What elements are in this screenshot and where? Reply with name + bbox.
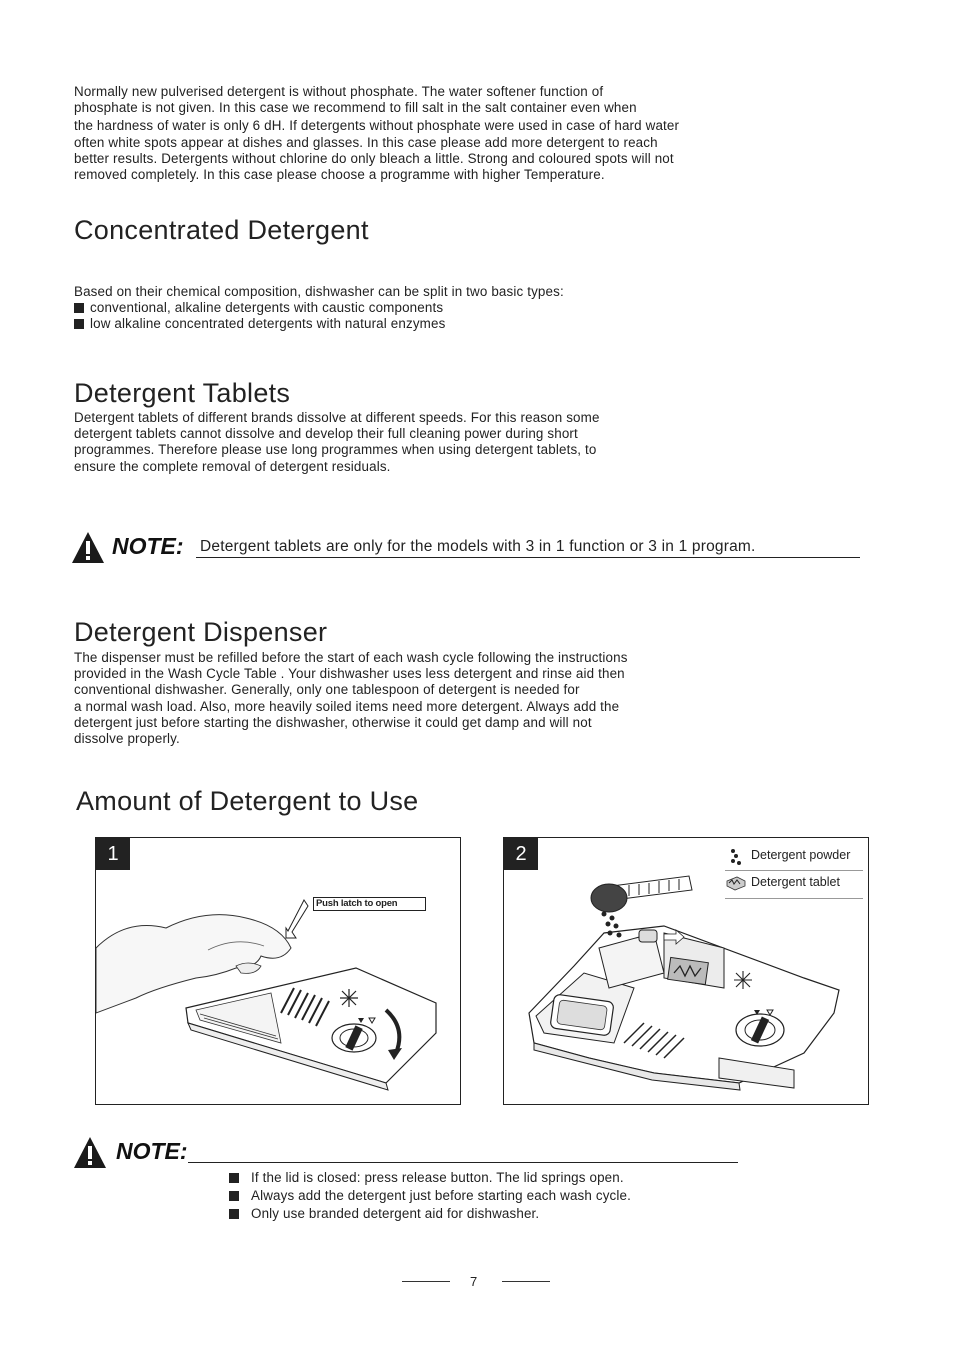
footer-rule-left [402, 1281, 450, 1282]
bullet-square-icon [229, 1209, 239, 1219]
legend-item: Detergent powder [725, 844, 863, 871]
bullet-square-icon [74, 303, 84, 313]
note-text: Detergent tablets are only for the models with 3 in 1 function or 3 in 1 program. [200, 538, 756, 555]
bullet-square-icon [229, 1173, 239, 1183]
warning-icon [73, 1136, 107, 1169]
intro-paragraph [74, 84, 679, 183]
list-item: Always add the detergent just before starting each wash cycle. [229, 1187, 631, 1204]
note-list [229, 1169, 631, 1222]
dispenser-line: provided in the Wash Cycle Table . Your dishwasher uses less detergent and rinse aid then [74, 666, 625, 682]
dispenser-line: conventional dishwasher. Generally, only one tablespoon of detergent is needed for [74, 682, 580, 698]
list-item: conventional, alkaline detergents with caustic components [74, 300, 564, 316]
dispenser-paragraph [74, 650, 628, 747]
tablets-line: ensure the complete removal of detergent residuals. [74, 458, 391, 474]
tablets-paragraph [74, 410, 600, 475]
intro-line: the hardness of water is only 6 dH. If detergents without phosphate were used in case of hard water [74, 118, 680, 134]
intro-line: Normally new pulverised detergent is without phosphate. The water softener function of [74, 84, 604, 99]
tablets-line: Detergent tablets of different brands dissolve at different speeds. For this reason some [74, 410, 600, 425]
bullet-square-icon [74, 319, 84, 329]
amount-heading: Amount of Detergent to Use [76, 786, 419, 816]
intro-line: often white spots appear at dishes and glasses. In this case please add more detergent to reach [74, 134, 658, 150]
legend-item: Detergent tablet [725, 871, 863, 899]
dispenser-line: a normal wash load. Also, more heavily soiled items need more detergent. Always add the [74, 698, 620, 714]
list-item: If the lid is closed: press release button. The lid springs open. [229, 1169, 631, 1186]
bullet-square-icon [229, 1191, 239, 1201]
concentrated-heading: Concentrated Detergent [74, 215, 369, 245]
concentrated-intro: Based on their chemical composition, dishwasher can be split in two basic types: [74, 284, 564, 299]
list-item: Only use branded detergent aid for dishwasher. [229, 1205, 631, 1222]
figure-number: 2 [504, 838, 538, 870]
push-latch-callout: Push latch to open [313, 897, 426, 911]
concentrated-paragraph [74, 284, 564, 333]
dispenser-line: The dispenser must be refilled before the start of each wash cycle following the instructions [74, 650, 628, 665]
note-label: NOTE: [112, 533, 184, 559]
intro-line: phosphate is not given. In this case we recommend to fill salt in the salt container even when [74, 100, 637, 116]
page-number: 7 [470, 1274, 478, 1289]
dispenser-line: detergent just before starting the dishwasher, otherwise it could get damp and will not [74, 714, 592, 730]
hand-opening-dispenser-illustration [96, 838, 460, 1104]
dispenser-heading: Detergent Dispenser [74, 617, 328, 647]
figure-2 [503, 837, 869, 1105]
tablets-heading: Detergent Tablets [74, 378, 291, 408]
tablets-line: detergent tablets cannot dissolve and develop their full cleaning power during short [74, 426, 578, 442]
footer-rule-right [502, 1281, 550, 1282]
intro-line: removed completely. In this case please choose a programme with higher Temperature. [74, 167, 605, 183]
note-underline [188, 1162, 738, 1163]
note-label: NOTE: [116, 1138, 188, 1164]
note-underline [196, 557, 860, 558]
figure-1 [95, 837, 461, 1105]
list-item: low alkaline concentrated detergents with natural enzymes [74, 316, 564, 332]
intro-line: better results. Detergents without chlorine do only bleach a little. Strong and coloured spots will not [74, 150, 674, 166]
warning-icon [71, 531, 105, 564]
tablets-line: programmes. Therefore please use long programmes when using detergent tablets, to [74, 442, 597, 458]
dispenser-line: dissolve properly. [74, 731, 180, 747]
figure-number: 1 [96, 838, 130, 870]
dispenser-filling-illustration [504, 838, 868, 1104]
